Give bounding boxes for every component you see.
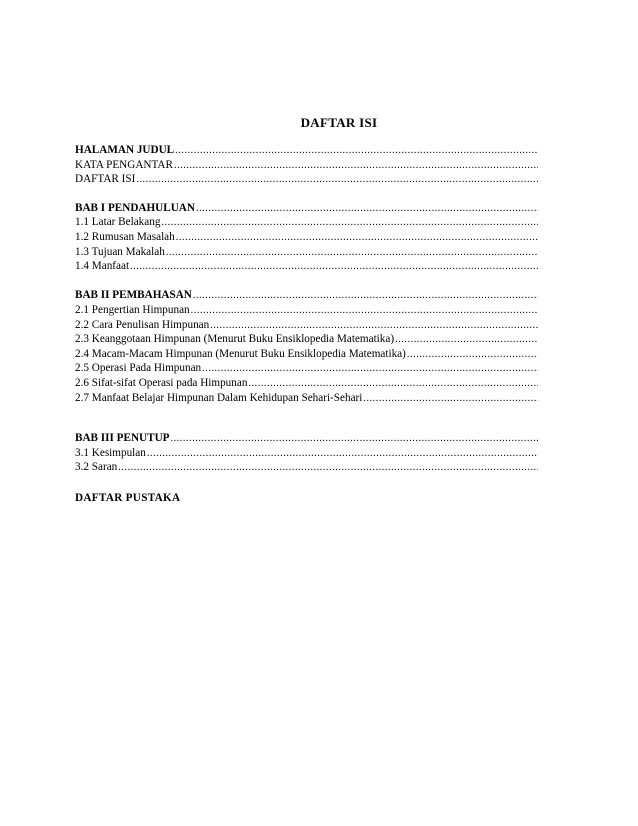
dot-leader	[171, 432, 539, 446]
dot-leader	[166, 246, 538, 260]
dot-leader	[202, 362, 538, 376]
toc-entry: 1.4 Manfaat .....	[75, 259, 538, 274]
dot-leader	[191, 304, 538, 318]
table-of-contents	[75, 143, 538, 505]
toc-heading-bab-1: BAB I PENDAHULUAN .....	[75, 201, 538, 216]
page-title: DAFTAR ISI	[300, 115, 378, 130]
toc-entry: 3.1 Kesimpulan .....	[75, 446, 538, 461]
dot-leader	[130, 260, 538, 274]
toc-heading-bab-2: BAB II PEMBAHASAN .....	[75, 288, 538, 303]
toc-entry: 2.7 Manfaat Belajar Himpunan Dalam Kehidupan Sehari-Sehari .....	[75, 391, 538, 406]
toc-entry-kata-pengantar: KATA PENGANTAR .....	[75, 158, 538, 173]
dot-leader	[136, 173, 538, 187]
dot-leader	[407, 348, 538, 362]
toc-entry: 3.2 Saran .....	[75, 460, 538, 475]
dot-leader	[210, 319, 538, 333]
toc-entry: 2.5 Operasi Pada Himpunan .....	[75, 361, 538, 376]
dot-leader	[147, 447, 538, 461]
dot-leader	[176, 231, 538, 245]
bab-3-section	[75, 431, 538, 475]
bab-1-section	[75, 201, 538, 274]
toc-entry: 1.1 Latar Belakang .....	[75, 215, 538, 230]
dot-leader	[395, 333, 538, 347]
toc-heading-bab-3: BAB III PENUTUP .....	[75, 431, 538, 446]
toc-entry: 2.6 Sifat-sifat Operasi pada Himpunan .....	[75, 376, 538, 391]
toc-entry: 2.3 Keanggotaan Himpunan (Menurut Buku Ensiklopedia Matematika) .....	[75, 332, 538, 347]
toc-entry-halaman-judul: HALAMAN JUDUL .....	[75, 143, 538, 158]
dot-leader	[193, 289, 538, 303]
bab-2-section	[75, 288, 538, 405]
toc-entry: 1.3 Tujuan Makalah .....	[75, 245, 538, 260]
dot-leader	[248, 377, 538, 391]
front-matter-section	[75, 143, 538, 187]
dot-leader	[196, 202, 538, 216]
toc-entry: 1.2 Rumusan Masalah .....	[75, 230, 538, 245]
toc-entry: 2.2 Cara Penulisan Himpunan .....	[75, 318, 538, 333]
toc-entry: 2.1 Pengertian Himpunan .....	[75, 303, 538, 318]
toc-heading-daftar-pustaka: DAFTAR PUSTAKA	[75, 491, 181, 504]
dot-leader	[118, 461, 538, 475]
dot-leader	[174, 159, 538, 173]
toc-entry-daftar-isi: DAFTAR ISI .....	[75, 172, 538, 187]
dot-leader	[363, 392, 538, 406]
dot-leader	[161, 216, 538, 230]
toc-entry: 2.4 Macam-Macam Himpunan (Menurut Buku Ensiklopedia Matematika) .....	[75, 347, 538, 362]
dot-leader	[175, 144, 538, 158]
